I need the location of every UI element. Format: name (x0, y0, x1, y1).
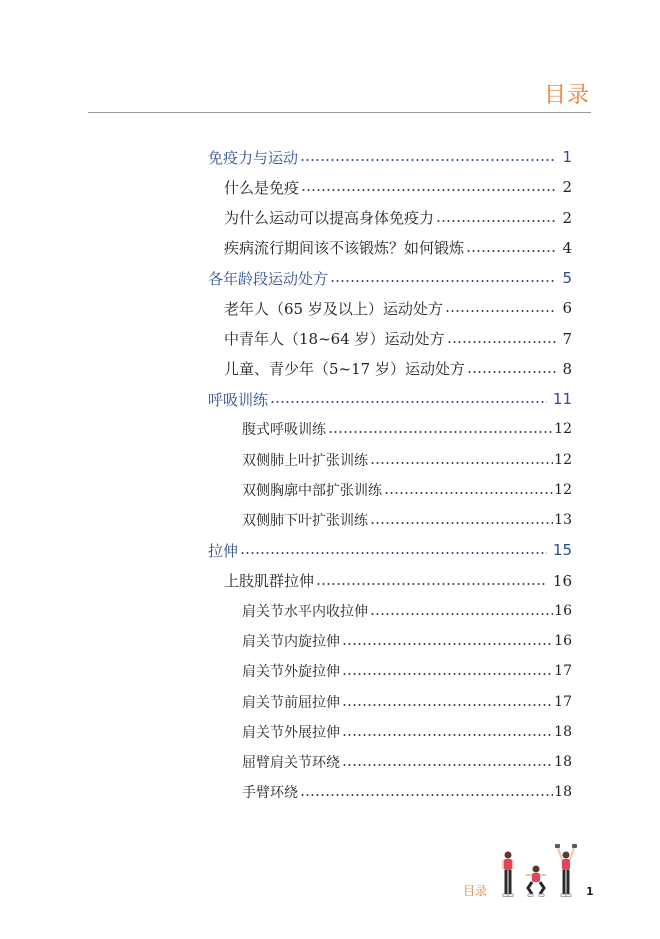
toc-subentry[interactable] (242, 599, 572, 623)
figure-arms-raised (555, 844, 577, 897)
toc-entry-page: 7 (562, 329, 572, 348)
toc-entry-page: 16 (554, 602, 572, 619)
title-divider (88, 112, 591, 113)
figure-squatting (526, 866, 546, 897)
toc-entry-page: 8 (562, 359, 572, 378)
dot-leader (316, 583, 547, 585)
dot-leader (270, 401, 547, 403)
toc-entry-title: 肩关节前屈拉伸 (242, 694, 340, 711)
toc-section-entry[interactable] (208, 266, 572, 290)
toc-entry-title: 儿童、青少年（5~17 岁）运动处方 (224, 360, 465, 379)
toc-entry-page: 11 (552, 390, 572, 408)
toc-entry-page: 12 (554, 451, 572, 468)
toc-entry[interactable] (224, 357, 572, 381)
dot-leader (342, 734, 553, 736)
toc-entry-page: 4 (562, 238, 572, 257)
toc-entry[interactable] (224, 327, 572, 351)
toc-subentry[interactable] (242, 659, 572, 683)
dot-leader (342, 704, 553, 706)
toc-entry-title: 双侧肺上叶扩张训练 (242, 452, 368, 469)
dot-leader (328, 431, 553, 433)
toc-entry-title: 中青年人（18~64 岁）运动处方 (224, 330, 445, 348)
toc-subentry[interactable] (242, 750, 572, 774)
toc-entry-title: 肩关节外展拉伸 (242, 724, 340, 741)
footer-section-label: 目录 (463, 884, 488, 898)
toc-entry-title: 手臂环绕 (242, 785, 298, 802)
toc-entry-page: 17 (554, 663, 572, 680)
toc-entry-title: 肩关节水平内收拉伸 (242, 603, 368, 620)
dot-leader (300, 794, 553, 796)
toc-entry-title: 什么是免疫 (224, 178, 300, 197)
toc-subentry[interactable] (242, 417, 572, 441)
toc-entry-title: 免疫力与运动 (208, 148, 299, 167)
toc-entry-page: 1 (562, 148, 572, 166)
toc-entry[interactable] (224, 569, 572, 593)
toc-entry-title: 各年龄段运动处方 (208, 269, 329, 288)
dot-leader (342, 673, 553, 675)
toc-entry[interactable] (224, 175, 572, 199)
toc-entry-title: 腹式呼吸训练 (242, 422, 326, 439)
toc-entry[interactable] (224, 296, 572, 320)
toc-entry[interactable] (224, 206, 572, 230)
toc-subentry[interactable] (242, 478, 572, 502)
dot-leader (384, 492, 553, 494)
toc-subentry[interactable] (242, 508, 572, 532)
toc-subentry[interactable] (242, 448, 572, 472)
toc-entry-page: 18 (554, 723, 572, 740)
toc-subentry[interactable] (242, 720, 572, 744)
dot-leader (301, 189, 556, 191)
dot-leader (300, 159, 556, 161)
page-title: 目录 (543, 83, 590, 108)
exercising-figures-illustration (496, 842, 586, 900)
toc-entry-title: 屈臂肩关节环绕 (242, 755, 340, 771)
toc-entry-title: 为什么运动可以提高身体免疫力 (224, 209, 435, 227)
toc-entry-title: 老年人（65 岁及以上）运动处方 (224, 299, 443, 318)
toc-entry-page: 18 (554, 784, 572, 801)
toc-entry-page: 15 (552, 541, 572, 560)
toc-subentry[interactable] (242, 780, 572, 804)
toc-entry-title: 拉伸 (208, 541, 239, 560)
dot-leader (370, 613, 553, 615)
dot-leader (436, 220, 556, 222)
figure-standing (502, 852, 514, 897)
dot-leader (466, 250, 556, 252)
toc-entry-title: 双侧肺下叶扩张训练 (242, 513, 368, 529)
toc-entry-page: 18 (554, 754, 572, 770)
dot-leader (445, 310, 557, 312)
toc-entry-title: 双侧胸廓中部扩张训练 (242, 482, 382, 499)
dot-leader (447, 341, 557, 343)
dot-leader (330, 280, 556, 282)
toc-entry-title: 肩关节外旋拉伸 (242, 664, 340, 681)
dot-leader (342, 643, 553, 645)
toc-entry-page: 6 (562, 299, 572, 318)
toc-entry-page: 12 (554, 481, 572, 498)
toc-entry-page: 2 (562, 208, 572, 227)
dot-leader (370, 462, 553, 464)
toc-entry-title: 呼吸训练 (208, 390, 269, 409)
toc-subentry[interactable] (242, 690, 572, 714)
toc-entry-page: 5 (562, 269, 572, 287)
toc-entry-page: 13 (554, 512, 572, 528)
toc-entry-page: 16 (552, 571, 572, 590)
toc-entry-title: 疾病流行期间该不该锻炼？如何锻炼 (224, 239, 465, 258)
toc-section-entry[interactable] (208, 387, 572, 411)
toc-entry-page: 16 (554, 633, 572, 649)
dot-leader (370, 522, 553, 524)
toc-entry[interactable] (224, 236, 572, 260)
toc-entry-page: 2 (562, 178, 572, 197)
dot-leader (240, 552, 547, 554)
dot-leader (467, 371, 556, 373)
toc-entry-title: 肩关节内旋拉伸 (242, 634, 340, 650)
toc-entry-page: 17 (554, 693, 572, 710)
toc-subentry[interactable] (242, 629, 572, 653)
toc-section-entry[interactable] (208, 538, 572, 562)
dot-leader (342, 764, 553, 766)
toc-entry-title: 上肢肌群拉伸 (224, 572, 315, 590)
toc-entry-page: 12 (554, 421, 572, 438)
toc-section-entry[interactable] (208, 145, 572, 169)
page-number: 1 (586, 885, 594, 898)
